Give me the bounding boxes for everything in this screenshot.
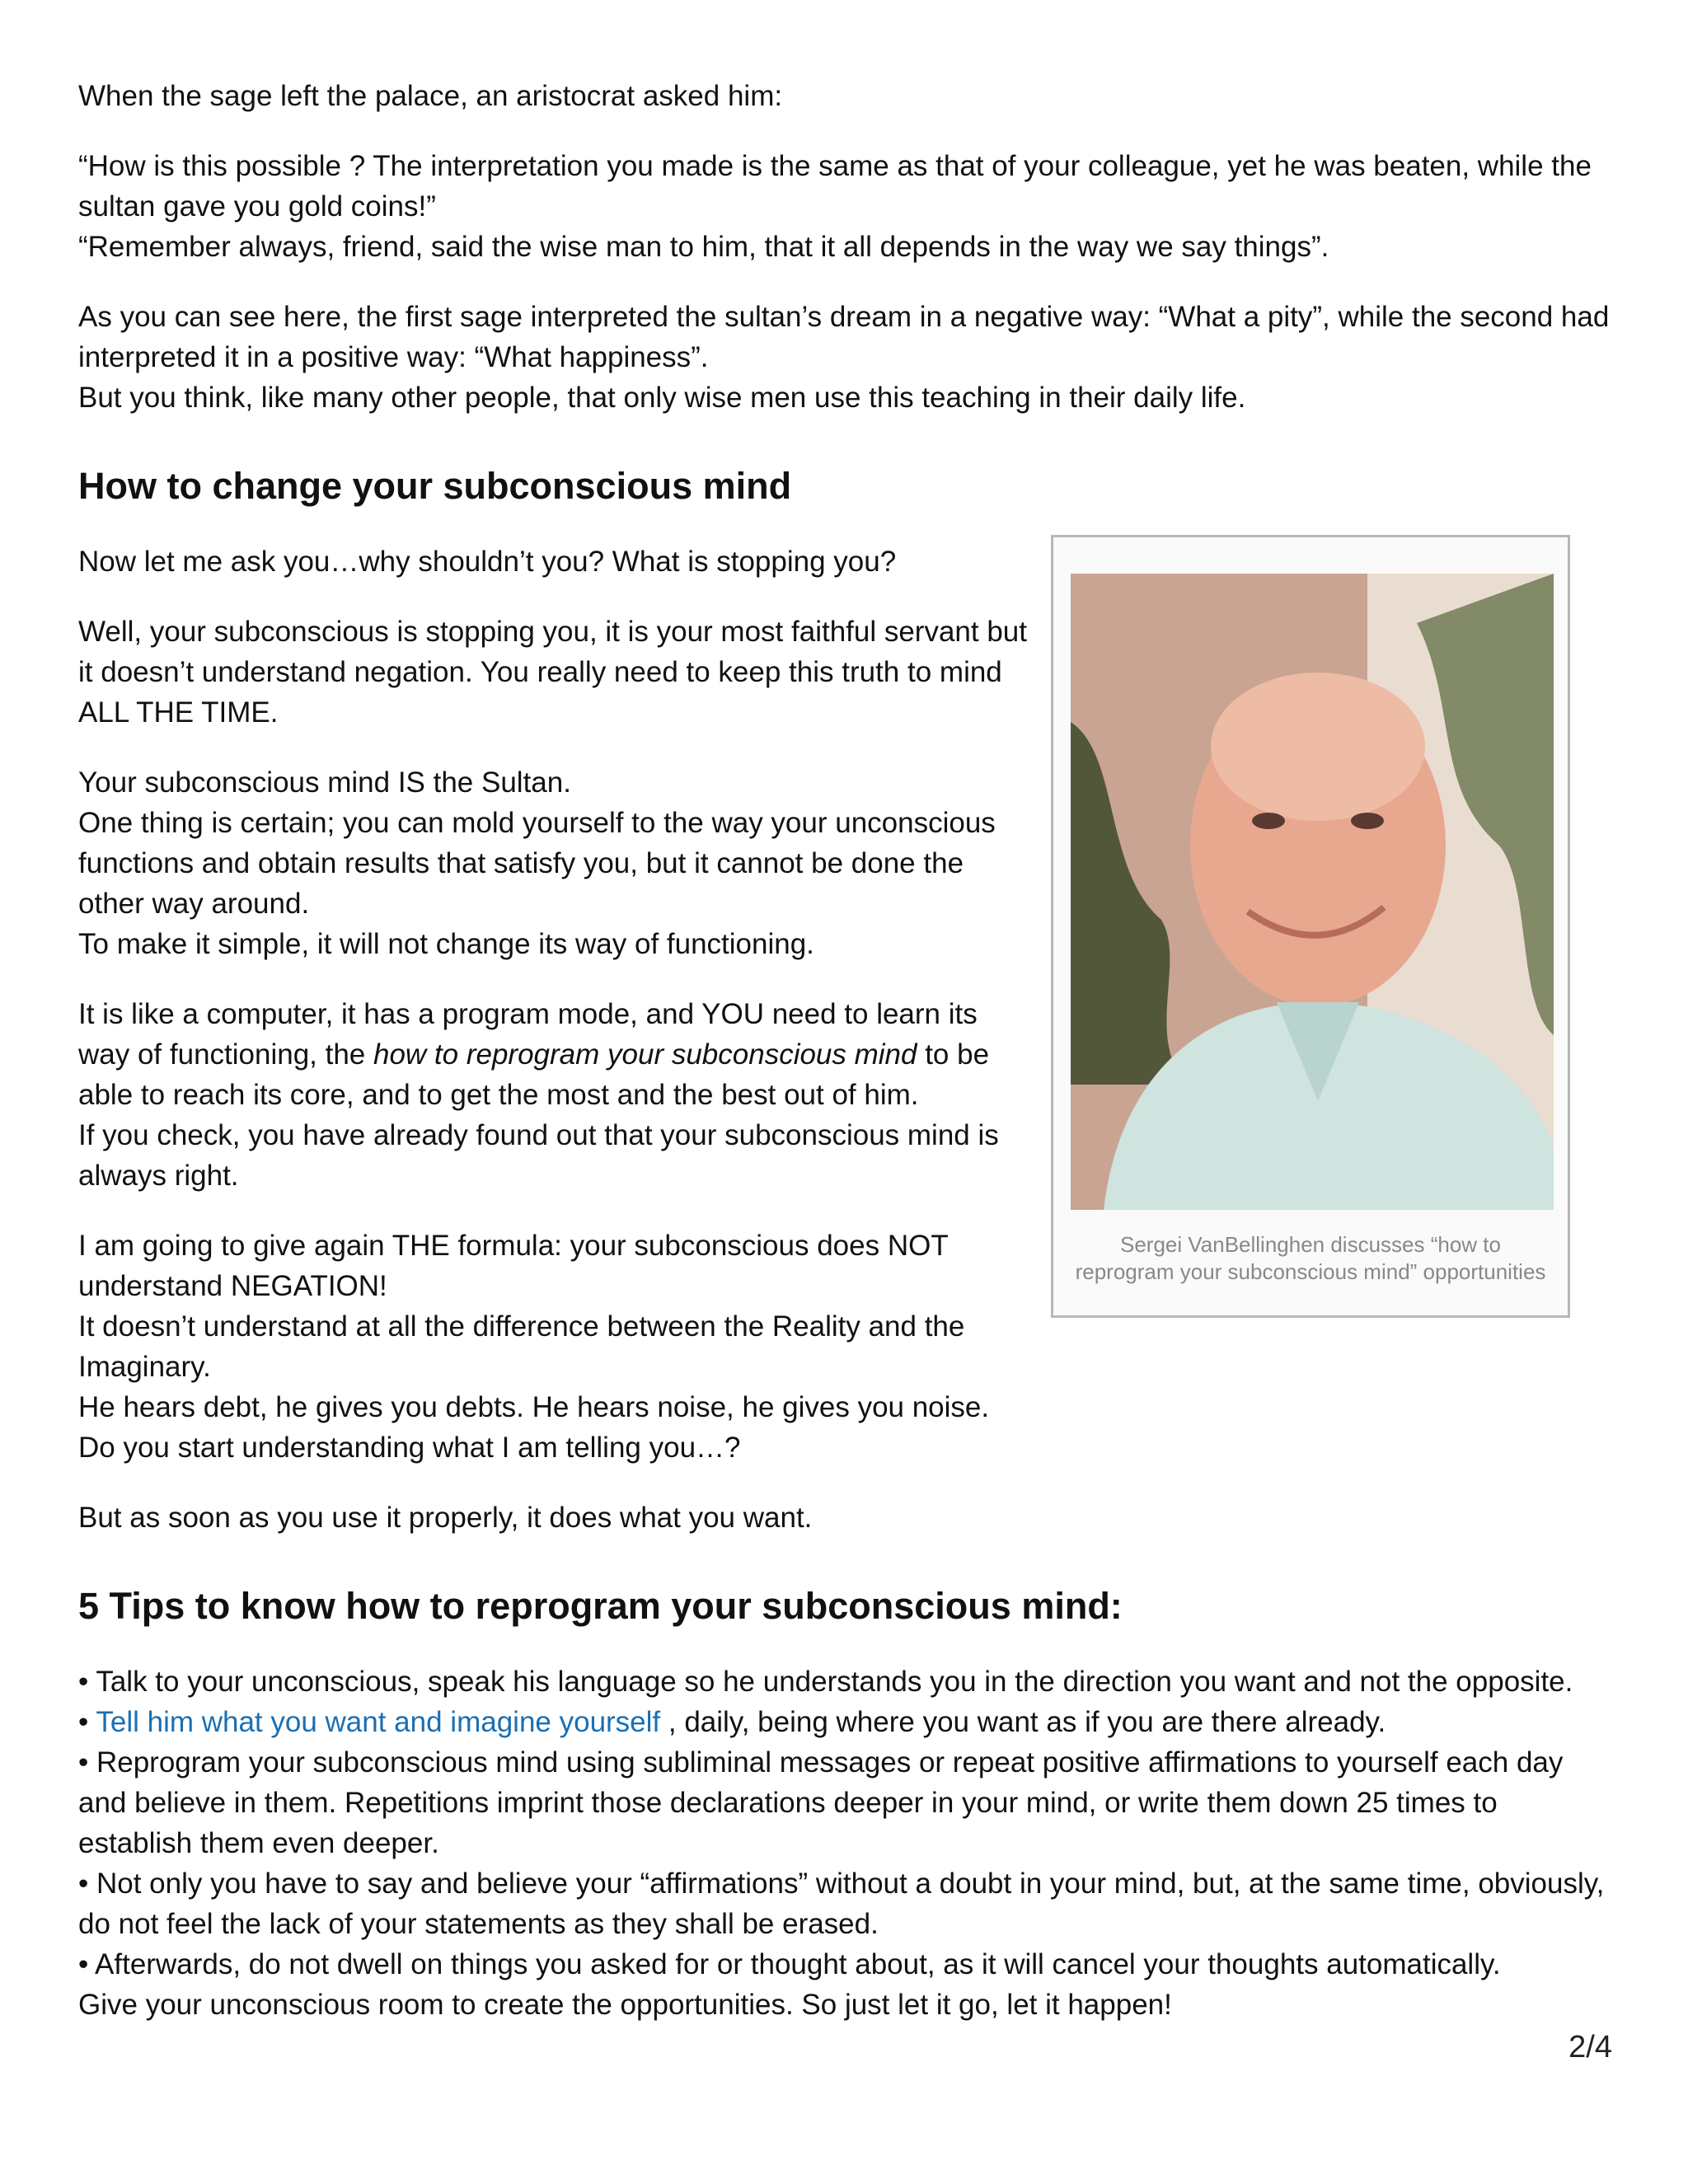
line-computer-a: It is like a computer, it has a program mode, and YOU need to learn its way of functioning, the [78,998,978,1071]
intro-paragraph-2b: “Remember always, friend, said the wise man to him, that it all depends in the way we say things”. [78,231,1329,263]
line-understanding: Do you start understanding what I am telling you…? [78,1432,741,1464]
paragraph-computer [78,994,1034,1196]
section-heading-change-mind: How to change your subconscious mind [78,465,792,507]
tip-item-2 [78,1702,1611,1742]
intro-paragraph-1: When the sage left the palace, an aristocrat asked him: [78,80,783,112]
video-figure [1051,535,1570,1318]
tip-item-5a: • Afterwards, do not dwell on things you asked for or thought about, as it will cancel your thoughts automatically. [78,1948,1501,1980]
paragraph-servant: Well, your subconscious is stopping you, it is your most faithful servant but it doesn’t understand negation. You really need to keep this truth to mind ALL THE TIME. [78,616,1028,729]
intro-paragraph-3b: But you think, like many other people, that only wise men use this teaching in their daily life. [78,382,1246,414]
paragraph-properly: But as soon as you use it properly, it does what you want. [78,1502,813,1534]
video-thumbnail[interactable] [1071,574,1554,1210]
document-page [78,76,1611,2025]
section-change-mind-text [78,541,1034,1538]
tips-list [78,1661,1611,2025]
paragraph-ask: Now let me ask you…why shouldn’t you? What is stopping you? [78,546,897,578]
tip-item-5b: Give your unconscious room to create the opportunities. So just let it go, let it happen! [78,1989,1172,2021]
line-mold: One thing is certain; you can mold yourself to the way your unconscious functions and obtain results that satisfy you, but it cannot be done the other way around. [78,807,996,920]
figure-caption: Sergei VanBellinghen discusses “how to reprogram your subconscious mind” opportunities [1075,1232,1546,1284]
tip-item-3: • Reprogram your subconscious mind using subliminal messages or repeat positive affirmations to yourself each day and believe in them. Repetitions imprint those declarations deeper in your mind, or write them down 25 times to establish them even deeper. [78,1746,1564,1859]
intro-paragraph-3 [78,297,1611,418]
section-change-mind [78,541,1611,1538]
line-debt: He hears debt, he gives you debts. He hears noise, he gives you noise. [78,1391,990,1423]
intro-paragraph-2a: “How is this possible ? The interpretation you made is the same as that of your colleague, yet he was beaten, while the sultan gave you gold coins!” [78,150,1592,223]
line-formula: I am going to give again THE formula: your subconscious does NOT understand NEGATION! [78,1230,949,1302]
tip-bullet: • [78,1706,96,1738]
line-check: If you check, you have already found out that your subconscious mind is always right. [78,1119,999,1192]
tip-item-4: • Not only you have to say and believe your “affirmations” without a doubt in your mind, but, at the same time, obviously, do not feel the lack of your statements as they shall be erased. [78,1868,1605,1940]
line-sultan: Your subconscious mind IS the Sultan. [78,766,571,799]
intro-paragraph-2 [78,146,1611,267]
line-reality: It doesn’t understand at all the difference between the Reality and the Imaginary. [78,1310,965,1383]
emphasis-reprogram: how to reprogram your subconscious mind [373,1038,917,1071]
paragraph-formula [78,1226,1034,1468]
tip-link-imagine[interactable]: Tell him what you want and imagine yourself [96,1706,661,1738]
intro-paragraph-3a: As you can see here, the first sage interpreted the sultan’s dream in a negative way: “What a pity”, while the second had interpreted it in a positive way: “What happiness”. [78,301,1610,373]
tip-item-5 [78,1944,1611,2025]
line-computer-b: to be able to reach its core, and to get the most and the best out of him. [78,1038,990,1111]
tip-item-1: • Talk to your unconscious, speak his language so he understands you in the direction you want and not the opposite. [78,1666,1573,1698]
tip-item-2-rest: , daily, being where you want as if you are there already. [660,1706,1386,1738]
portrait-image [1071,574,1554,1210]
section-heading-tips: 5 Tips to know how to reprogram your subconscious mind: [78,1585,1123,1627]
line-simple: To make it simple, it will not change its way of functioning. [78,928,814,960]
page-number: 2/4 [1568,2030,1612,2064]
paragraph-sultan [78,762,1034,964]
